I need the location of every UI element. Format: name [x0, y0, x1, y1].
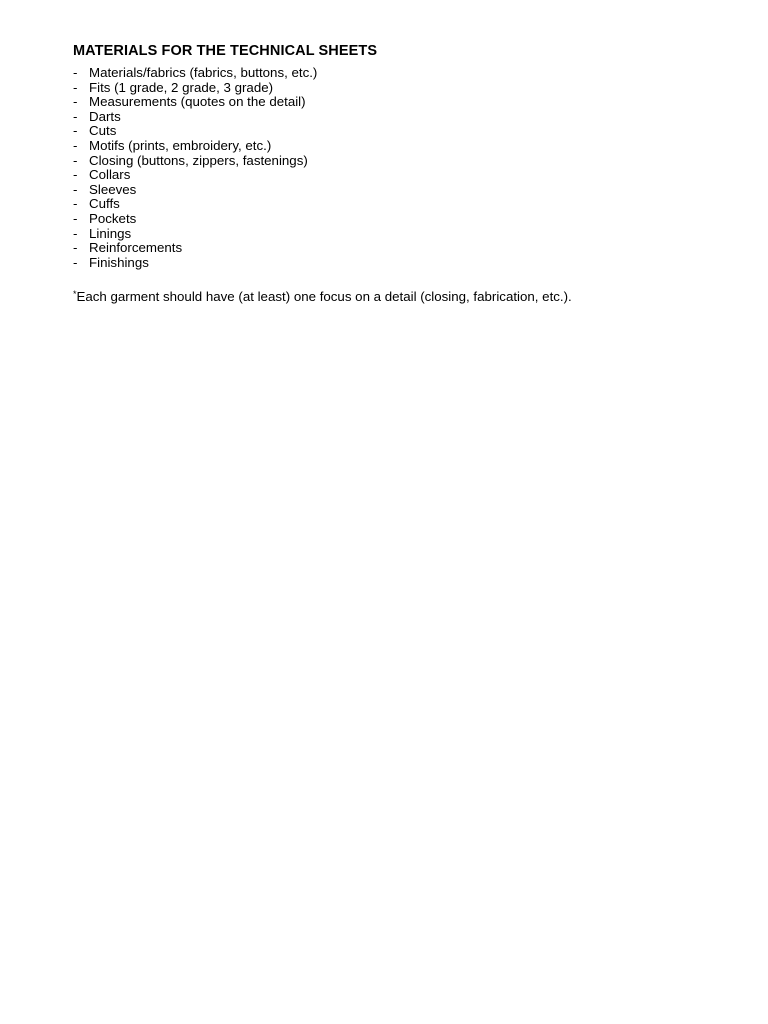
list-item-text: Fits (1 grade, 2 grade, 3 grade) [89, 79, 274, 95]
list-item-text: Reinforcements [89, 240, 183, 256]
list-item-text: Motifs (prints, embroidery, etc.) [89, 137, 272, 153]
list-item-text: Linings [89, 225, 132, 241]
list-item [73, 212, 713, 227]
list-item [73, 183, 713, 198]
footnote-text: Each garment should have (at least) one focus on a detail (closing, fabrication, etc.). [76, 289, 572, 305]
list-item [73, 95, 713, 110]
list-item-text: Pockets [89, 210, 137, 226]
list-item [73, 256, 713, 271]
list-item [73, 227, 713, 242]
bullet-dash: - [73, 196, 78, 212]
list-item [73, 81, 713, 96]
list-item-text: Materials/fabrics (fabrics, buttons, etc.) [89, 65, 318, 80]
bullet-dash: - [73, 108, 78, 124]
bullet-dash: - [73, 152, 78, 168]
list-item-text: Collars [89, 167, 131, 183]
list-item-text: Finishings [89, 254, 149, 270]
bullet-dash: - [73, 254, 78, 270]
list-item [73, 110, 713, 125]
bullet-dash: - [73, 210, 78, 226]
materials-list [73, 66, 713, 270]
bullet-dash: - [73, 94, 78, 110]
list-item [73, 124, 713, 139]
list-item [73, 197, 713, 212]
list-item [73, 66, 713, 81]
list-item [73, 241, 713, 256]
list-item [73, 154, 713, 169]
bullet-dash: - [73, 240, 78, 256]
bullet-dash: - [73, 137, 78, 153]
list-item-text: Measurements (quotes on the detail) [89, 94, 306, 110]
bullet-dash: - [73, 181, 78, 197]
document-page [73, 42, 713, 305]
footnote [73, 286, 713, 305]
footnote-marker: * [73, 289, 77, 300]
list-item-text: Darts [89, 108, 121, 124]
list-item-text: Cuts [89, 123, 117, 139]
bullet-dash: - [73, 65, 78, 80]
bullet-dash: - [73, 79, 78, 95]
bullet-dash: - [73, 225, 78, 241]
list-item-text: Sleeves [89, 181, 137, 197]
document-title: MATERIALS FOR THE TECHNICAL SHEETS [73, 43, 378, 59]
list-item [73, 139, 713, 154]
list-item [73, 168, 713, 183]
list-item-text: Closing (buttons, zippers, fastenings) [89, 152, 308, 168]
bullet-dash: - [73, 167, 78, 183]
list-item-text: Cuffs [89, 196, 120, 212]
bullet-dash: - [73, 123, 78, 139]
